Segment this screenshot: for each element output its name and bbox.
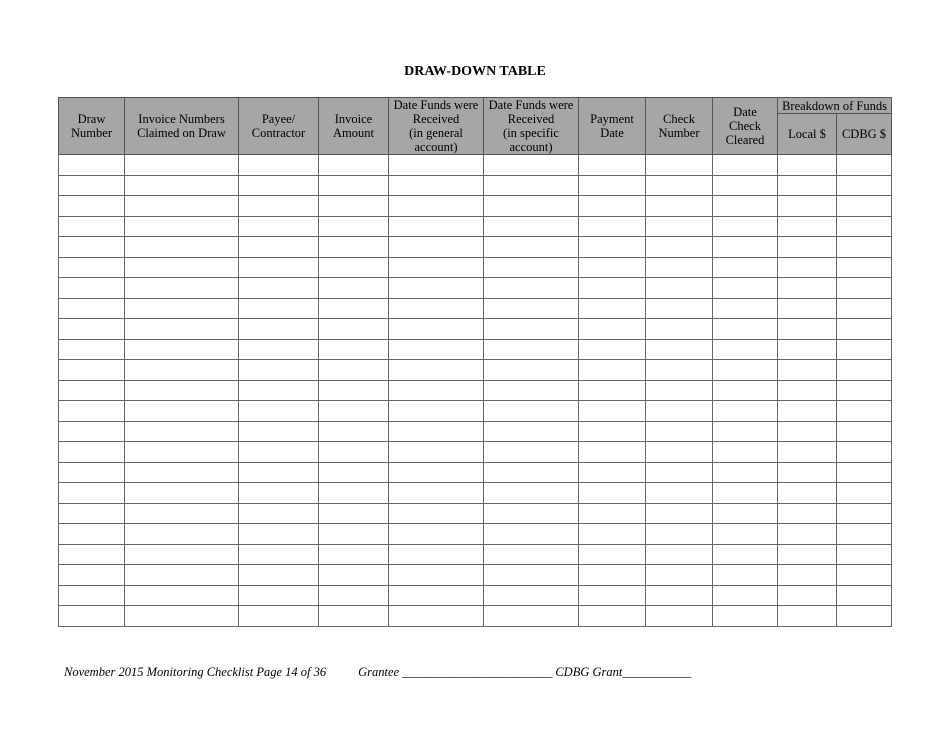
table-cell[interactable] [579, 503, 646, 524]
table-row [59, 196, 892, 217]
table-cell[interactable] [59, 503, 125, 524]
table-cell[interactable] [59, 462, 125, 483]
table-cell[interactable] [389, 606, 484, 627]
table-cell[interactable] [389, 421, 484, 442]
table-cell[interactable] [778, 175, 837, 196]
header-cdbg: CDBG $ [837, 114, 892, 155]
table-cell[interactable] [837, 175, 892, 196]
table-cell[interactable] [646, 339, 713, 360]
table-cell[interactable] [319, 483, 389, 504]
table-cell[interactable] [59, 565, 125, 586]
table-cell[interactable] [59, 606, 125, 627]
table-cell[interactable] [837, 442, 892, 463]
table-row [59, 339, 892, 360]
table-cell[interactable] [646, 442, 713, 463]
table-cell[interactable] [125, 237, 239, 258]
table-cell[interactable] [239, 565, 319, 586]
table-cell[interactable] [125, 360, 239, 381]
header-check-number: Check Number [646, 98, 713, 155]
table-cell[interactable] [579, 544, 646, 565]
table-cell[interactable] [239, 257, 319, 278]
table-cell[interactable] [646, 175, 713, 196]
table-cell[interactable] [713, 278, 778, 299]
page-title: DRAW-DOWN TABLE [404, 64, 546, 79]
table-cell[interactable] [389, 257, 484, 278]
table-cell[interactable] [837, 360, 892, 381]
table-cell[interactable] [646, 216, 713, 237]
table-cell[interactable] [646, 257, 713, 278]
table-cell[interactable] [125, 565, 239, 586]
table-cell[interactable] [579, 298, 646, 319]
table-cell[interactable] [837, 401, 892, 422]
table-cell[interactable] [579, 524, 646, 545]
table-cell[interactable] [778, 462, 837, 483]
table-cell[interactable] [837, 524, 892, 545]
table-cell[interactable] [389, 483, 484, 504]
table-cell[interactable] [239, 380, 319, 401]
table-cell[interactable] [778, 278, 837, 299]
table-cell[interactable] [319, 401, 389, 422]
table-cell[interactable] [837, 544, 892, 565]
table-cell[interactable] [579, 462, 646, 483]
table-row [59, 278, 892, 299]
header-date-specific: Date Funds were Received (in specific account) [484, 98, 579, 155]
table-cell[interactable] [778, 237, 837, 258]
table-cell[interactable] [484, 544, 579, 565]
table-cell[interactable] [713, 442, 778, 463]
table-cell[interactable] [239, 401, 319, 422]
table-row [59, 544, 892, 565]
table-cell[interactable] [837, 503, 892, 524]
table-cell[interactable] [239, 606, 319, 627]
table-cell[interactable] [484, 257, 579, 278]
table-cell[interactable] [319, 421, 389, 442]
table-cell[interactable] [239, 544, 319, 565]
table-cell[interactable] [713, 421, 778, 442]
header-payment-date: Payment Date [579, 98, 646, 155]
table-cell[interactable] [579, 257, 646, 278]
footer-cdbg-grant: CDBG Grant___________ [555, 665, 692, 679]
table-cell[interactable] [646, 278, 713, 299]
table-cell[interactable] [59, 524, 125, 545]
table-cell[interactable] [59, 585, 125, 606]
table-row [59, 483, 892, 504]
table-cell[interactable] [484, 483, 579, 504]
table-cell[interactable] [484, 380, 579, 401]
table-cell[interactable] [778, 339, 837, 360]
table-cell[interactable] [239, 298, 319, 319]
table-cell[interactable] [713, 319, 778, 340]
table-cell[interactable] [59, 216, 125, 237]
table-cell[interactable] [579, 585, 646, 606]
table-cell[interactable] [59, 278, 125, 299]
table-cell[interactable] [125, 524, 239, 545]
table-cell[interactable] [579, 442, 646, 463]
table-cell[interactable] [125, 278, 239, 299]
table-cell[interactable] [389, 503, 484, 524]
table-cell[interactable] [837, 462, 892, 483]
table-cell[interactable] [389, 544, 484, 565]
table-cell[interactable] [713, 544, 778, 565]
table-cell[interactable] [389, 175, 484, 196]
table-cell[interactable] [389, 237, 484, 258]
table-cell[interactable] [778, 380, 837, 401]
table-cell[interactable] [713, 196, 778, 217]
table-cell[interactable] [125, 462, 239, 483]
table-cell[interactable] [125, 196, 239, 217]
table-cell[interactable] [837, 565, 892, 586]
table-cell[interactable] [389, 196, 484, 217]
header-invoice-amount: Invoice Amount [319, 98, 389, 155]
footer [64, 665, 691, 680]
table-cell[interactable] [239, 462, 319, 483]
table-cell[interactable] [646, 503, 713, 524]
table-cell[interactable] [646, 462, 713, 483]
table-cell[interactable] [59, 380, 125, 401]
table-cell[interactable] [713, 503, 778, 524]
table-cell[interactable] [646, 401, 713, 422]
table-cell[interactable] [239, 421, 319, 442]
table-cell[interactable] [837, 339, 892, 360]
header-date-check-cleared: Date Check Cleared [713, 98, 778, 155]
table-cell[interactable] [389, 401, 484, 422]
table-cell[interactable] [579, 319, 646, 340]
table-cell[interactable] [484, 175, 579, 196]
table-cell[interactable] [59, 196, 125, 217]
table-cell[interactable] [239, 237, 319, 258]
table-cell[interactable] [389, 339, 484, 360]
table-cell[interactable] [239, 278, 319, 299]
header-invoice-numbers: Invoice Numbers Claimed on Draw [125, 98, 239, 155]
table-cell[interactable] [239, 442, 319, 463]
table-cell[interactable] [646, 421, 713, 442]
table-body [59, 155, 892, 627]
table-cell[interactable] [713, 401, 778, 422]
footer-checklist: November 2015 Monitoring Checklist Page 14 of 36 [64, 665, 327, 679]
table-cell[interactable] [646, 155, 713, 176]
table-cell[interactable] [125, 155, 239, 176]
table-cell[interactable] [778, 606, 837, 627]
table-cell[interactable] [713, 237, 778, 258]
table-cell[interactable] [778, 565, 837, 586]
table-cell[interactable] [837, 380, 892, 401]
table-cell[interactable] [125, 585, 239, 606]
table-cell[interactable] [239, 339, 319, 360]
table-cell[interactable] [837, 606, 892, 627]
table-cell[interactable] [125, 216, 239, 237]
table-cell[interactable] [319, 585, 389, 606]
table-cell[interactable] [837, 257, 892, 278]
table-cell[interactable] [389, 462, 484, 483]
table-cell[interactable] [239, 503, 319, 524]
table-row [59, 401, 892, 422]
table-cell[interactable] [484, 503, 579, 524]
table-cell[interactable] [646, 524, 713, 545]
table-cell[interactable] [484, 155, 579, 176]
table-cell[interactable] [484, 319, 579, 340]
table-row [59, 319, 892, 340]
table-cell[interactable] [319, 216, 389, 237]
table-cell[interactable] [59, 298, 125, 319]
table-cell[interactable] [646, 565, 713, 586]
table-cell[interactable] [484, 606, 579, 627]
table-cell[interactable] [778, 544, 837, 565]
table-cell[interactable] [713, 462, 778, 483]
table-cell[interactable] [713, 175, 778, 196]
table-cell[interactable] [125, 606, 239, 627]
table-cell[interactable] [778, 298, 837, 319]
table-cell[interactable] [59, 155, 125, 176]
table-cell[interactable] [319, 462, 389, 483]
table-cell[interactable] [319, 175, 389, 196]
table-cell[interactable] [579, 606, 646, 627]
footer-grantee: Grantee ________________________ [358, 665, 553, 679]
table-cell[interactable] [484, 421, 579, 442]
table-row [59, 462, 892, 483]
table-cell[interactable] [713, 565, 778, 586]
table-cell[interactable] [125, 339, 239, 360]
table-cell[interactable] [319, 298, 389, 319]
table-cell[interactable] [713, 155, 778, 176]
table-row [59, 442, 892, 463]
table-cell[interactable] [319, 319, 389, 340]
table-row [59, 524, 892, 545]
table-cell[interactable] [837, 237, 892, 258]
table-cell[interactable] [239, 196, 319, 217]
table-cell[interactable] [778, 216, 837, 237]
table-row [59, 237, 892, 258]
table-cell[interactable] [484, 196, 579, 217]
table-cell[interactable] [319, 606, 389, 627]
table-cell[interactable] [646, 380, 713, 401]
table-cell[interactable] [837, 278, 892, 299]
table-cell[interactable] [778, 360, 837, 381]
table-cell[interactable] [579, 421, 646, 442]
table-cell[interactable] [319, 339, 389, 360]
table-cell[interactable] [125, 257, 239, 278]
table-row [59, 360, 892, 381]
table-cell[interactable] [778, 524, 837, 545]
table-cell[interactable] [713, 257, 778, 278]
table-cell[interactable] [484, 565, 579, 586]
header-breakdown-of-funds: Breakdown of Funds [778, 98, 892, 114]
table-cell[interactable] [319, 360, 389, 381]
table-cell[interactable] [239, 319, 319, 340]
table-cell[interactable] [319, 544, 389, 565]
table-cell[interactable] [59, 257, 125, 278]
table-cell[interactable] [837, 483, 892, 504]
table-cell[interactable] [319, 442, 389, 463]
table-cell[interactable] [713, 483, 778, 504]
table-cell[interactable] [778, 155, 837, 176]
table-cell[interactable] [59, 401, 125, 422]
header-draw-number: Draw Number [59, 98, 125, 155]
table-cell[interactable] [837, 421, 892, 442]
table-cell[interactable] [389, 442, 484, 463]
table-cell[interactable] [239, 360, 319, 381]
table-cell[interactable] [778, 503, 837, 524]
table-row [59, 565, 892, 586]
table-cell[interactable] [389, 298, 484, 319]
table-cell[interactable] [319, 380, 389, 401]
table-cell[interactable] [125, 544, 239, 565]
table-cell[interactable] [713, 216, 778, 237]
table-cell[interactable] [579, 155, 646, 176]
table-cell[interactable] [239, 483, 319, 504]
table-cell[interactable] [646, 585, 713, 606]
table-cell[interactable] [484, 360, 579, 381]
header-local: Local $ [778, 114, 837, 155]
table-cell[interactable] [579, 360, 646, 381]
table-cell[interactable] [579, 216, 646, 237]
table-cell[interactable] [239, 175, 319, 196]
table-cell[interactable] [319, 155, 389, 176]
table-cell[interactable] [778, 483, 837, 504]
table-cell[interactable] [579, 278, 646, 299]
table-cell[interactable] [484, 216, 579, 237]
table-row [59, 175, 892, 196]
table-cell[interactable] [579, 483, 646, 504]
table-cell[interactable] [579, 339, 646, 360]
table-cell[interactable] [713, 380, 778, 401]
table-cell[interactable] [125, 503, 239, 524]
table-cell[interactable] [59, 319, 125, 340]
table-cell[interactable] [319, 237, 389, 258]
table-cell[interactable] [319, 278, 389, 299]
table-cell[interactable] [125, 421, 239, 442]
table-cell[interactable] [59, 339, 125, 360]
table-cell[interactable] [59, 483, 125, 504]
table-cell[interactable] [125, 483, 239, 504]
table-cell[interactable] [239, 524, 319, 545]
table-cell[interactable] [837, 585, 892, 606]
table-cell[interactable] [484, 237, 579, 258]
table-cell[interactable] [778, 585, 837, 606]
table-row [59, 298, 892, 319]
table-cell[interactable] [389, 380, 484, 401]
table-cell[interactable] [239, 585, 319, 606]
table-cell[interactable] [579, 380, 646, 401]
draw-down-table [58, 97, 892, 627]
table-cell[interactable] [579, 175, 646, 196]
table-cell[interactable] [484, 585, 579, 606]
table-cell[interactable] [837, 319, 892, 340]
table-cell[interactable] [579, 565, 646, 586]
table-cell[interactable] [778, 442, 837, 463]
table-cell[interactable] [713, 360, 778, 381]
table-cell[interactable] [389, 278, 484, 299]
table-cell[interactable] [484, 339, 579, 360]
table-cell[interactable] [778, 196, 837, 217]
table-row [59, 503, 892, 524]
table-row [59, 216, 892, 237]
table-cell[interactable] [319, 565, 389, 586]
table-cell[interactable] [713, 606, 778, 627]
table-cell[interactable] [646, 196, 713, 217]
table-cell[interactable] [59, 421, 125, 442]
table-cell[interactable] [646, 483, 713, 504]
table-cell[interactable] [484, 401, 579, 422]
table-cell[interactable] [579, 401, 646, 422]
table-cell[interactable] [646, 237, 713, 258]
table-cell[interactable] [484, 442, 579, 463]
table-cell[interactable] [778, 257, 837, 278]
table-cell[interactable] [646, 319, 713, 340]
table-cell[interactable] [319, 196, 389, 217]
table-cell[interactable] [646, 606, 713, 627]
table-cell[interactable] [319, 257, 389, 278]
table-row [59, 585, 892, 606]
table-cell[interactable] [389, 585, 484, 606]
table-row [59, 421, 892, 442]
table-cell[interactable] [389, 319, 484, 340]
table-row [59, 606, 892, 627]
table-cell[interactable] [713, 339, 778, 360]
table-cell[interactable] [837, 216, 892, 237]
header-date-general: Date Funds were Received (in general account) [389, 98, 484, 155]
table-cell[interactable] [59, 175, 125, 196]
table-cell[interactable] [778, 319, 837, 340]
table-cell[interactable] [389, 360, 484, 381]
table-cell[interactable] [125, 319, 239, 340]
table-cell[interactable] [484, 278, 579, 299]
table-cell[interactable] [646, 360, 713, 381]
table-cell[interactable] [484, 524, 579, 545]
table-row [59, 257, 892, 278]
table-cell[interactable] [484, 298, 579, 319]
table-cell[interactable] [125, 380, 239, 401]
table-cell[interactable] [125, 175, 239, 196]
table-cell[interactable] [319, 503, 389, 524]
table-cell[interactable] [125, 401, 239, 422]
table-cell[interactable] [59, 544, 125, 565]
table-cell[interactable] [579, 237, 646, 258]
table-cell[interactable] [59, 442, 125, 463]
table-cell[interactable] [646, 544, 713, 565]
table-cell[interactable] [713, 524, 778, 545]
table-cell[interactable] [239, 216, 319, 237]
table-cell[interactable] [837, 298, 892, 319]
table-cell[interactable] [125, 442, 239, 463]
table-cell[interactable] [778, 401, 837, 422]
table-cell[interactable] [837, 196, 892, 217]
table-cell[interactable] [713, 585, 778, 606]
table-cell[interactable] [59, 237, 125, 258]
table-cell[interactable] [778, 421, 837, 442]
table-cell[interactable] [579, 196, 646, 217]
table-cell[interactable] [646, 298, 713, 319]
table-cell[interactable] [125, 298, 239, 319]
table-cell[interactable] [389, 565, 484, 586]
table-cell[interactable] [59, 360, 125, 381]
table-cell[interactable] [389, 155, 484, 176]
table-row [59, 380, 892, 401]
table-cell[interactable] [713, 298, 778, 319]
table-cell[interactable] [239, 155, 319, 176]
table-cell[interactable] [837, 155, 892, 176]
table-cell[interactable] [389, 216, 484, 237]
header-payee: Payee/ Contractor [239, 98, 319, 155]
table-row [59, 155, 892, 176]
table-cell[interactable] [484, 462, 579, 483]
table-cell[interactable] [319, 524, 389, 545]
table-cell[interactable] [389, 524, 484, 545]
